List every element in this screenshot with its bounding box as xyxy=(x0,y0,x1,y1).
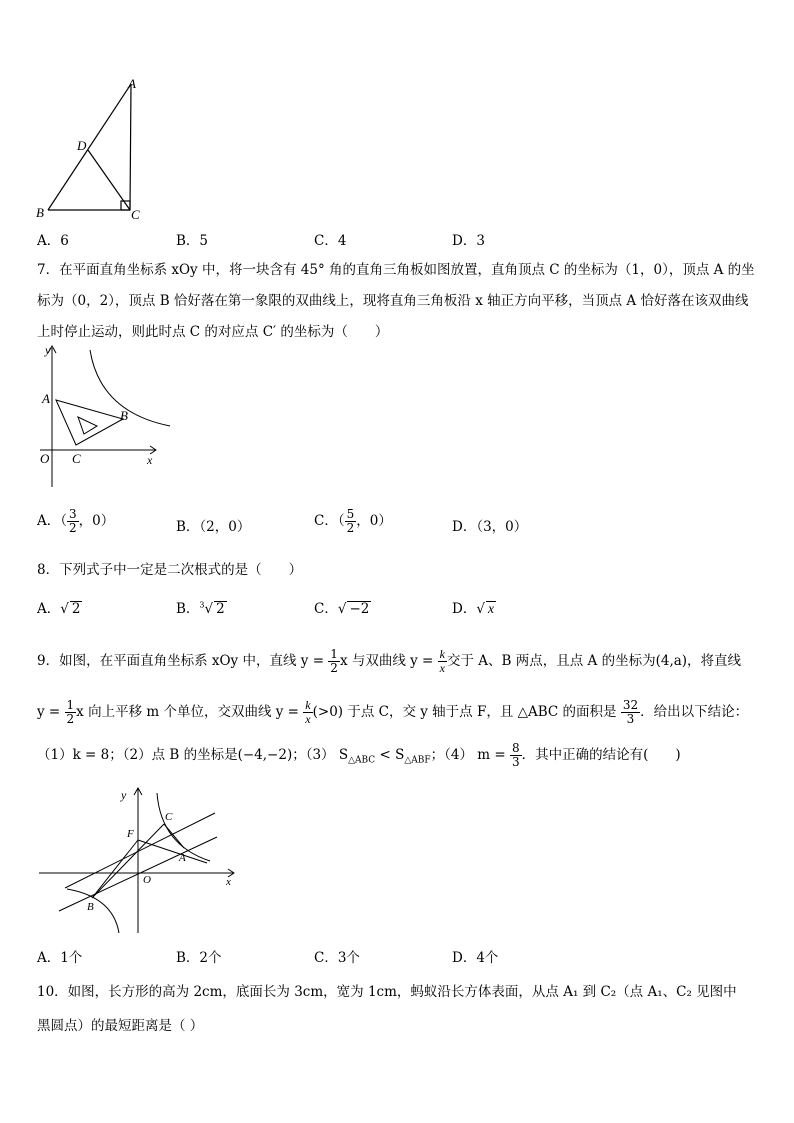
q7-label-x: x xyxy=(147,453,153,467)
q9-l1-part-a: 9．如图，在平面直角坐标系 xOy 中，直线 y = xyxy=(37,653,324,669)
q9-label-c: C xyxy=(165,811,173,823)
q9-l3-part-a: （1）k = 8；（2）点 B 的坐标是(−4,−2)；（3） S xyxy=(37,747,349,763)
q8-option-c-radicand: −2 xyxy=(349,601,370,617)
q7-option-a-suffix: ，0） xyxy=(78,513,115,529)
q8-option-d-label: D． xyxy=(452,601,477,617)
q9-l2-part-b: x 向上平移 m 个单位，交双曲线 y = xyxy=(76,704,299,720)
q9-label-y: y xyxy=(121,788,127,802)
q8-option-d-radicand: x xyxy=(487,601,494,616)
q9-l3-num: 8 xyxy=(511,741,520,755)
q7-option-c-suffix: ，0） xyxy=(356,513,392,529)
q9-label-x: x xyxy=(226,876,231,888)
q7-stem-line1: 7．在平面直角坐标系 xOy 中，将一块含有 45° 角的直角三角板如图放置，直角顶点 C 的坐标为（1，0），顶点 A 的坐 xyxy=(37,262,755,278)
q9-l2-part-a: y = xyxy=(37,704,61,720)
q9-option-a[interactable]: A．1个 xyxy=(37,950,83,966)
q7-option-a-fraction xyxy=(67,508,79,535)
q6-label-b: B xyxy=(36,205,44,220)
q9-l1-fraction-kx xyxy=(438,648,447,675)
radical-icon: √ xyxy=(337,601,347,617)
q9-l2-den2: x xyxy=(305,712,311,726)
q7-option-c[interactable] xyxy=(314,508,392,535)
q8-option-a[interactable] xyxy=(37,597,82,617)
q9-hyperbola-branch-1 xyxy=(157,793,210,861)
q9-l1-num: 1 xyxy=(330,647,338,661)
q9-option-d[interactable]: D．4个 xyxy=(452,950,499,966)
q7-label-y: y xyxy=(45,343,51,357)
q9-label-b: B xyxy=(87,901,94,913)
q7-label-o: O xyxy=(40,451,50,466)
q9-l2-den3: 3 xyxy=(626,712,635,726)
q6-option-a[interactable]: A．6 xyxy=(37,233,69,249)
q8-option-b-index: 3 xyxy=(199,600,205,610)
q7-stem-line2: 标为（0，2），顶点 B 恰好落在第一象限的双曲线上，现将直角三角板沿 x 轴正方向平移，当顶点 A 恰好落在该双曲线 xyxy=(37,293,749,309)
q8-stem: 8．下列式子中一定是二次根式的是（ ） xyxy=(37,562,303,578)
q7-option-d[interactable]: D．（3，0） xyxy=(452,519,528,535)
q6-segment-ab xyxy=(130,84,131,210)
q6-option-c[interactable]: C．4 xyxy=(314,233,347,249)
q6-segment-ba xyxy=(48,84,131,210)
q7-option-c-prefix: C．（ xyxy=(314,513,345,529)
q9-l3-mid: < S xyxy=(375,747,405,763)
q9-l2-fraction-kx xyxy=(303,699,312,726)
q9-stem-line1 xyxy=(37,648,741,675)
q9-l1-fraction-half xyxy=(328,648,340,675)
q9-segment-ca xyxy=(164,824,184,848)
q9-l1-den2: x xyxy=(439,661,445,675)
q8-option-a-radicand: 2 xyxy=(71,601,81,617)
q9-l3-part-b: ；（4） m = xyxy=(430,747,506,763)
q6-label-d: D xyxy=(77,138,87,153)
q6-label-a: A xyxy=(128,76,136,91)
q8-option-c-label: C． xyxy=(314,601,338,617)
q7-stem-line3: 上时停止运动，则此时点 C 的对应点 C′ 的坐标为（ ） xyxy=(37,324,389,340)
q7-option-a-den: 2 xyxy=(69,521,77,535)
q9-l1-part-c: 交于 A、B 两点，且点 A 的坐标为(4,a)，将直线 xyxy=(447,653,742,669)
q7-option-a-prefix: A．（ xyxy=(37,513,67,529)
q9-label-o: O xyxy=(143,874,151,886)
q9-l2-part-c: (>0) 于点 C，交 y 轴于点 F，且 △ABC 的面积是 xyxy=(312,704,617,720)
q9-l3-sub2: △ABF xyxy=(404,755,431,766)
radical-icon: √ xyxy=(204,601,214,617)
q8-option-b-label: B． xyxy=(176,601,200,617)
radical-icon: √ xyxy=(476,601,485,617)
q9-l2-num2: k xyxy=(305,698,311,712)
q9-l1-num2: k xyxy=(439,647,445,661)
q6-label-c: C xyxy=(131,207,140,222)
q8-option-a-label: A． xyxy=(37,601,61,617)
q8-option-d[interactable] xyxy=(452,597,496,617)
q9-stem-line3 xyxy=(37,742,681,770)
q7-option-c-den: 2 xyxy=(346,521,355,535)
q9-l2-num3: 32 xyxy=(622,698,639,712)
q9-l1-den: 2 xyxy=(330,661,338,675)
q9-segment-bf xyxy=(92,840,138,898)
q9-l1-part-b: x 与双曲线 y = xyxy=(339,653,434,669)
q7-coordinate-figure xyxy=(30,342,180,490)
q9-l2-fraction-half xyxy=(65,699,77,726)
q6-option-d[interactable]: D．3 xyxy=(452,233,485,249)
q6-triangle-figure xyxy=(30,70,160,225)
q9-label-f: F xyxy=(127,828,134,840)
q7-label-a: A xyxy=(42,391,50,406)
q10-stem-line1: 10．如图，长方形的高为 2cm，底面长为 3cm，宽为 1cm，蚂蚁沿长方体表面，从点 A₁ 到 C₂（点 A₁、C₂ 见图中 xyxy=(37,984,737,1000)
q7-option-c-num: 5 xyxy=(346,507,355,521)
q9-line-shifted xyxy=(65,813,215,888)
q9-l2-fraction-area xyxy=(621,699,640,726)
q7-option-b[interactable]: B．（2，0） xyxy=(176,519,251,535)
q8-option-b[interactable] xyxy=(176,597,227,617)
q9-l2-num: 1 xyxy=(66,698,75,712)
q9-l3-sub1: △ABC xyxy=(348,755,376,766)
q9-option-c[interactable]: C．3个 xyxy=(314,950,360,966)
q7-label-c: C xyxy=(72,451,81,466)
q7-option-c-fraction xyxy=(345,508,357,535)
q8-option-b-radicand: 2 xyxy=(216,601,225,617)
q9-option-b[interactable]: B．2个 xyxy=(176,950,222,966)
q9-l2-den: 2 xyxy=(66,712,75,726)
q9-label-a: A xyxy=(179,852,186,864)
q7-option-a-num: 3 xyxy=(69,507,77,521)
q9-stem-line2 xyxy=(37,699,748,726)
q9-l3-part-c: ．其中正确的结论有( ) xyxy=(521,747,681,763)
q7-hyperbola xyxy=(90,350,170,426)
radical-icon: √ xyxy=(60,601,69,617)
q9-coordinate-figure xyxy=(35,785,250,935)
q9-segment-fa xyxy=(138,840,207,863)
q9-l3-fraction-m xyxy=(510,742,522,769)
q9-l2-part-d: ．给出以下结论： xyxy=(640,704,749,720)
q8-option-c[interactable] xyxy=(314,597,371,617)
q7-label-b: B xyxy=(120,408,128,423)
q10-stem-line2: 黑圆点）的最短距离是（ ） xyxy=(37,1018,204,1034)
q7-inner-triangle xyxy=(78,417,97,434)
q9-l3-den: 3 xyxy=(511,755,520,769)
q7-option-a[interactable] xyxy=(37,508,114,535)
q6-option-b[interactable]: B．5 xyxy=(176,233,209,249)
